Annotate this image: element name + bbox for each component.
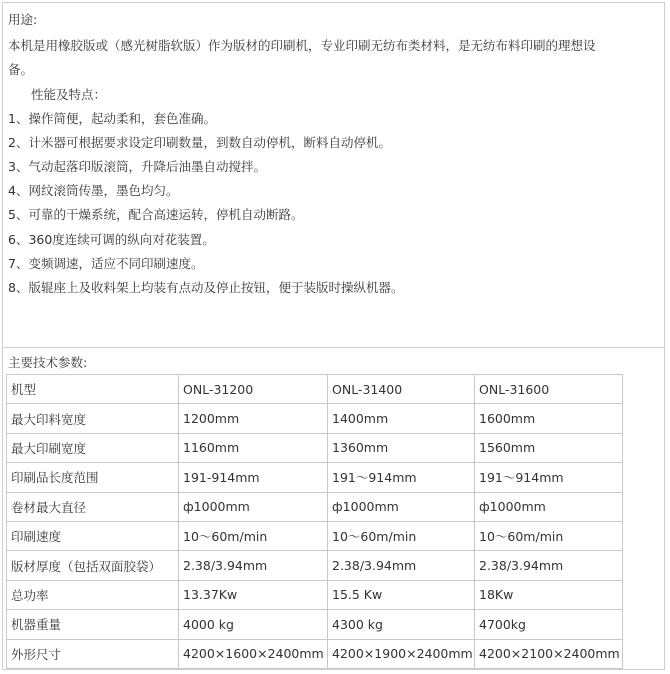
value-cell: 4200×1600×2400mm (179, 639, 328, 668)
table-row (7, 375, 623, 404)
value-cell: 1400mm (328, 404, 475, 433)
value-cell: ф1000mm (179, 492, 328, 521)
value-cell: 4700kg (475, 610, 623, 639)
table-row (7, 551, 623, 580)
value-cell: 1200mm (179, 404, 328, 433)
value-cell: 10～60m/min (179, 521, 328, 550)
table-row (7, 433, 623, 462)
feature-item-3: 3、气动起落印版滚筒，升降后油墨自动搅拌。 (8, 159, 266, 174)
table-row (7, 610, 623, 639)
value-cell: 4200×2100×2400mm (475, 639, 623, 668)
table-row (7, 580, 623, 609)
row-label-cell: 卷材最大直径 (7, 492, 179, 521)
intro-section (3, 3, 664, 348)
value-cell: ф1000mm (475, 492, 623, 521)
specs-title: 主要技术参数: (8, 355, 88, 370)
row-label-cell: 印刷速度 (7, 521, 179, 550)
value-cell: 13.37Kw (179, 580, 328, 609)
table-row (7, 639, 623, 668)
value-cell: 10～60m/min (475, 521, 623, 550)
value-cell: 10～60m/min (328, 521, 475, 550)
value-cell: 1360mm (328, 433, 475, 462)
row-label-cell: 外形尺寸 (7, 639, 179, 668)
row-label-cell: 最大印料宽度 (7, 404, 179, 433)
row-label-cell: 机型 (7, 375, 179, 404)
value-cell: ONL-31400 (328, 375, 475, 404)
value-cell: 4300 kg (328, 610, 475, 639)
value-cell: 18Kw (475, 580, 623, 609)
features-title: 性能及特点： (31, 87, 107, 102)
row-label-cell: 最大印刷宽度 (7, 433, 179, 462)
row-label-cell: 机器重量 (7, 610, 179, 639)
feature-item-5: 5、可靠的干燥系统，配合高速运转，停机自动断路。 (8, 207, 304, 222)
table-row (7, 404, 623, 433)
description-line-1: 本机是用橡胶版或（感光树脂软版）作为版材的印刷机，专业印刷无纺布类材料，是无纺布料印刷的理想设 (8, 38, 596, 53)
row-label-cell: 版材厚度（包括双面胶袋） (7, 551, 179, 580)
value-cell: 2.38/3.94mm (475, 551, 623, 580)
usage-heading: 用途: (8, 12, 38, 27)
value-cell: 4000 kg (179, 610, 328, 639)
value-cell: 15.5 Kw (328, 580, 475, 609)
specs-table-body (7, 375, 623, 669)
value-cell: 191～914mm (328, 463, 475, 492)
value-cell: ф1000mm (328, 492, 475, 521)
specs-table (6, 374, 623, 669)
feature-item-8: 8、版辊座上及收料架上均装有点动及停止按钮，便于装版时操纵机器。 (8, 280, 404, 295)
value-cell: ONL-31200 (179, 375, 328, 404)
value-cell: 191～914mm (475, 463, 623, 492)
value-cell: 1600mm (475, 404, 623, 433)
value-cell: ONL-31600 (475, 375, 623, 404)
feature-item-4: 4、网纹滚筒传墨，墨色均匀。 (8, 183, 179, 198)
value-cell: 191-914mm (179, 463, 328, 492)
description-line-2: 备。 (8, 62, 34, 77)
table-row (7, 521, 623, 550)
feature-item-2: 2、计米器可根据要求设定印刷数量，到数自动停机，断料自动停机。 (8, 135, 391, 150)
value-cell: 1560mm (475, 433, 623, 462)
table-row (7, 492, 623, 521)
value-cell: 4200×1900×2400mm (328, 639, 475, 668)
feature-item-7: 7、变频调速，适应不同印刷速度。 (8, 256, 204, 271)
value-cell: 2.38/3.94mm (179, 551, 328, 580)
feature-item-1: 1、操作简便，起动柔和，套色准确。 (8, 111, 216, 126)
row-label-cell: 总功率 (7, 580, 179, 609)
row-label-cell: 印刷品长度范围 (7, 463, 179, 492)
value-cell: 2.38/3.94mm (328, 551, 475, 580)
feature-item-6: 6、360度连续可调的纵向对花装置。 (8, 232, 215, 247)
table-row (7, 463, 623, 492)
value-cell: 1160mm (179, 433, 328, 462)
content-frame (2, 2, 665, 670)
